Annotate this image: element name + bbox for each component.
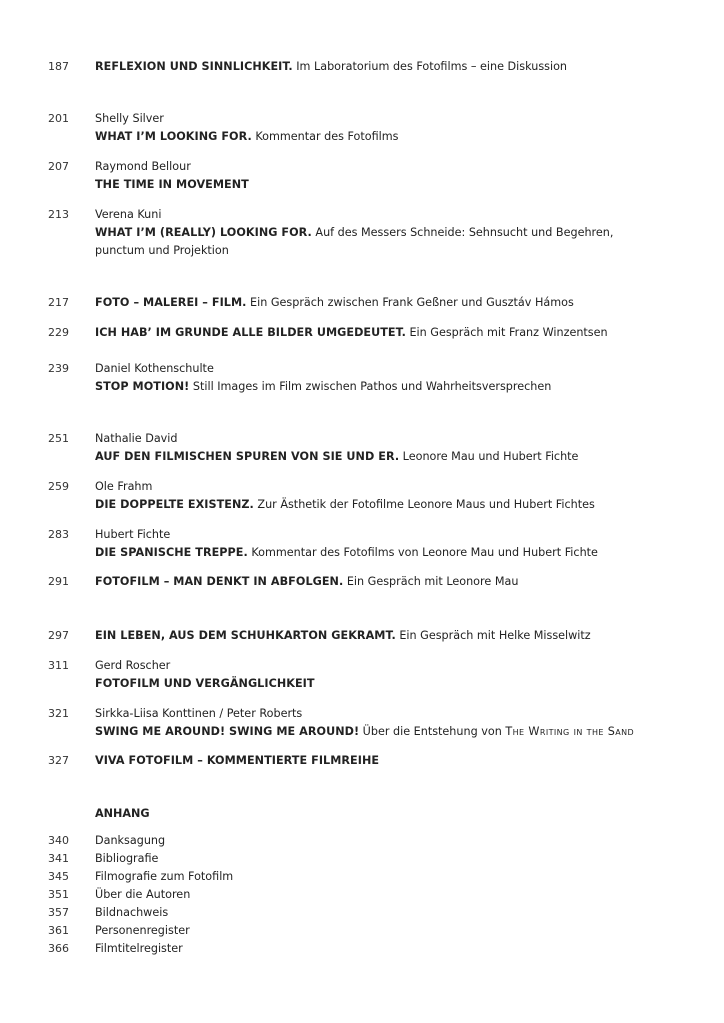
- entry-author: Gerd Roscher: [95, 659, 171, 672]
- appendix-item: [0, 922, 724, 940]
- appendix-label: Bildnachweis: [95, 906, 169, 919]
- appendix-label: Personenregister: [95, 924, 190, 937]
- entry-author: Hubert Fichte: [95, 528, 171, 541]
- page-number: 321: [48, 707, 69, 720]
- page-number: 311: [48, 659, 69, 672]
- page-number: 239: [48, 362, 69, 375]
- entry-title: VIVA FOTOFILM – KOMMENTIERTE FILMREIHE: [95, 754, 380, 767]
- page-number: 361: [48, 924, 69, 937]
- page-number: 351: [48, 888, 69, 901]
- page-number: 345: [48, 870, 69, 883]
- entry-subtitle: Ein Gespräch zwischen Frank Geßner und Gusztáv Hámos: [246, 296, 574, 309]
- entry-subtitle: Ein Gespräch mit Franz Winzentsen: [405, 326, 608, 339]
- entry-title: WHAT I’M (REALLY) LOOKING FOR.: [95, 226, 312, 239]
- appendix-label: Bibliografie: [95, 852, 159, 865]
- page-number: 327: [48, 754, 69, 767]
- entry-subtitle: Über die Entstehung von: [359, 725, 506, 738]
- entry-author: Raymond Bellour: [95, 160, 191, 173]
- page-number: 283: [48, 528, 69, 541]
- entry-subtitle: Leonore Mau und Hubert Fichte: [399, 450, 579, 463]
- entry-title: FOTOFILM UND VERGÄNGLICHKEIT: [95, 677, 315, 690]
- entry-title: EIN LEBEN, AUS DEM SCHUHKARTON GEKRAMT.: [95, 629, 396, 642]
- entry-author: Verena Kuni: [95, 208, 162, 221]
- entry-title: SWING ME AROUND! SWING ME AROUND!: [95, 725, 360, 738]
- appendix-item: [0, 904, 724, 922]
- entry-subtitle: Auf des Messers Schneide: Sehnsucht und Begehren,: [311, 226, 614, 239]
- entry-title: AUF DEN FILMISCHEN SPUREN VON SIE UND ER.: [95, 450, 400, 463]
- entry-title: THE TIME IN MOVEMENT: [95, 178, 249, 191]
- appendix-label: Filmtitelregister: [95, 942, 183, 955]
- entry-subtitle: Zur Ästhetik der Fotofilme Leonore Maus und Hubert Fichtes: [253, 498, 595, 511]
- page-number: 291: [48, 575, 69, 588]
- entry-subtitle: Kommentar des Fotofilms: [251, 130, 399, 143]
- entry-film-title: The Writing in the Sand: [505, 725, 635, 738]
- entry-subtitle: Kommentar des Fotofilms von Leonore Mau und Hubert Fichte: [247, 546, 598, 559]
- entry-author: Ole Frahm: [95, 480, 153, 493]
- entry-title: DIE SPANISCHE TREPPE.: [95, 546, 248, 559]
- entry-title: FOTO – MALEREI – FILM.: [95, 296, 247, 309]
- page-number: 357: [48, 906, 69, 919]
- page-number: 366: [48, 942, 69, 955]
- page-number: 340: [48, 834, 69, 847]
- entry-subtitle: Still Images im Film zwischen Pathos und Wahrheitsversprechen: [189, 380, 552, 393]
- page-number: 297: [48, 629, 69, 642]
- entry-title: FOTOFILM – MAN DENKT IN ABFOLGEN.: [95, 575, 344, 588]
- entry-title: DIE DOPPELTE EXISTENZ.: [95, 498, 254, 511]
- page-number: 187: [48, 60, 69, 73]
- entry-author: Sirkka-Liisa Konttinen / Peter Roberts: [95, 707, 303, 720]
- entry-author: Daniel Kothenschulte: [95, 362, 214, 375]
- entry-author: Shelly Silver: [95, 112, 164, 125]
- page-number: 213: [48, 208, 69, 221]
- page-number: 201: [48, 112, 69, 125]
- entry-title: REFLEXION UND SINNLICHKEIT.: [95, 60, 293, 73]
- page-number: 207: [48, 160, 69, 173]
- appendix-item: [0, 868, 724, 886]
- entry-title: ICH HAB’ IM GRUNDE ALLE BILDER UMGEDEUTET.: [95, 326, 406, 339]
- appendix-label: Filmografie zum Fotofilm: [95, 870, 234, 883]
- appendix-item: [0, 886, 724, 904]
- entry-title: WHAT I’M LOOKING FOR.: [95, 130, 252, 143]
- page-number: 229: [48, 326, 69, 339]
- appendix-heading: ANHANG: [95, 807, 150, 820]
- appendix-label: Danksagung: [95, 834, 166, 847]
- entry-subtitle-continued: punctum und Projektion: [95, 244, 229, 257]
- appendix-label: Über die Autoren: [95, 888, 191, 901]
- page-number: 251: [48, 432, 69, 445]
- entry-author: Nathalie David: [95, 432, 178, 445]
- appendix-item: [0, 832, 724, 850]
- appendix-item: [0, 850, 724, 868]
- appendix-item: [0, 940, 724, 958]
- entry-subtitle: Im Laboratorium des Fotofilms – eine Diskussion: [292, 60, 568, 73]
- page-number: 217: [48, 296, 69, 309]
- entry-subtitle: Ein Gespräch mit Helke Misselwitz: [395, 629, 591, 642]
- entry-title: STOP MOTION!: [95, 380, 190, 393]
- entry-subtitle: Ein Gespräch mit Leonore Mau: [343, 575, 519, 588]
- page-number: 259: [48, 480, 69, 493]
- page-number: 341: [48, 852, 69, 865]
